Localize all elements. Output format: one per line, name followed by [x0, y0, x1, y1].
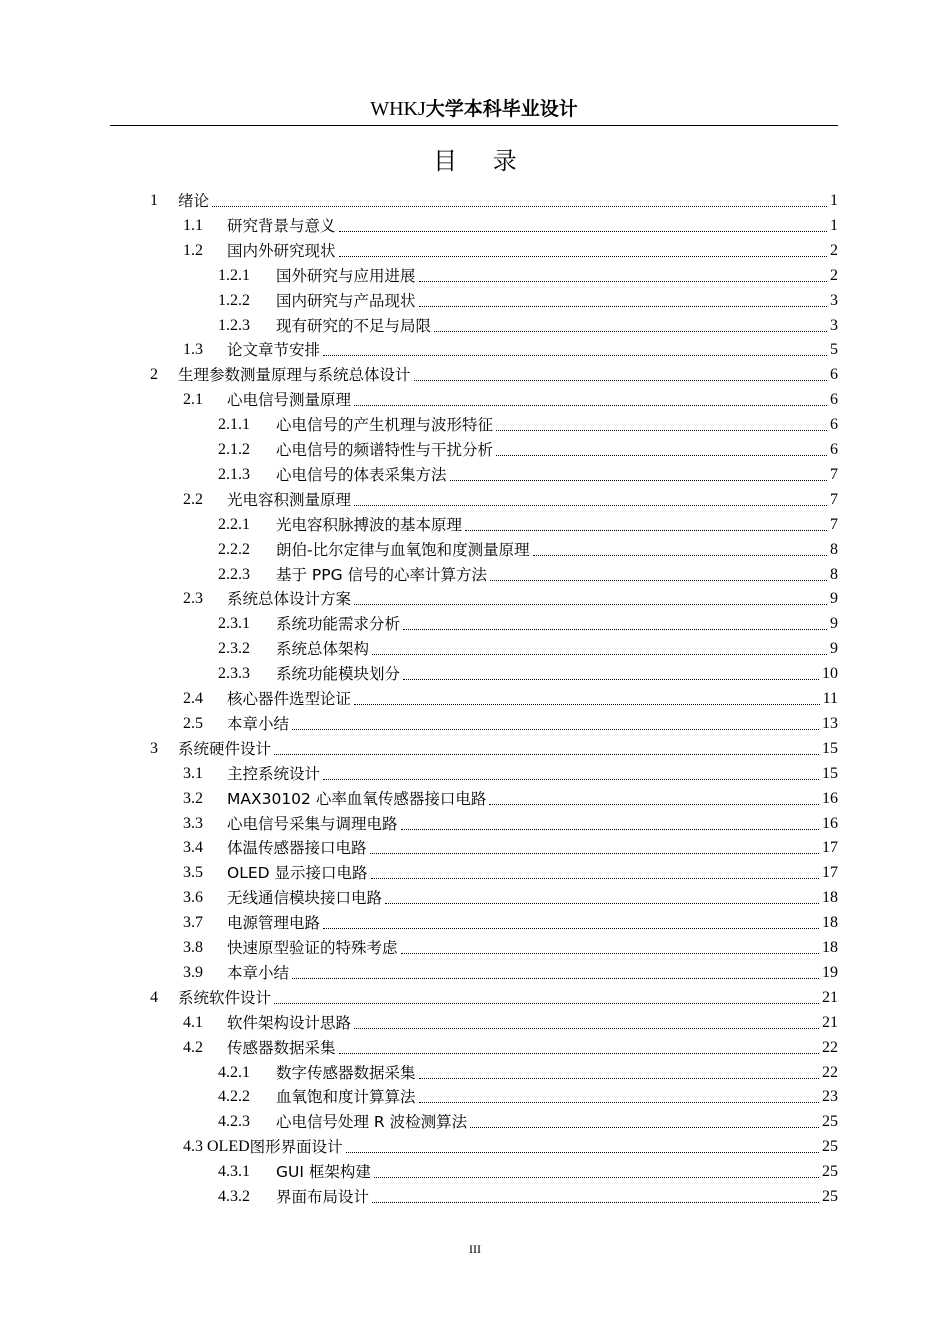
toc-entry-number: 4.3.1 [218, 1163, 250, 1181]
toc-dot-leader [489, 804, 819, 805]
toc-entry-title: 软件架构设计思路 [227, 1013, 352, 1032]
toc-entry-number: 2.2.2 [218, 540, 250, 558]
toc-dot-leader [470, 1127, 819, 1128]
toc-entry-page: 9 [830, 590, 838, 608]
toc-entry-page: 11 [822, 690, 838, 707]
toc-entry-page: 18 [822, 914, 838, 932]
toc-dot-leader [354, 405, 827, 406]
toc-entry[interactable] [183, 958, 838, 983]
toc-entry[interactable] [218, 410, 838, 435]
toc-entry-title: 数字传感器数据采集 [276, 1063, 416, 1082]
toc-entry-title: 生理参数测量原理与系统总体设计 [178, 366, 411, 385]
toc-entry[interactable] [183, 858, 838, 883]
toc-entry[interactable] [218, 1182, 838, 1207]
toc-entry-title: 本章小结 [227, 963, 290, 982]
toc-entry-title: 界面布局设计 [276, 1188, 370, 1206]
toc-entry-number: 3.4 [183, 839, 203, 857]
toc-entry-title: 体温传感器接口电路 [227, 839, 367, 858]
toc-entry-page: 25 [822, 1188, 838, 1205]
toc-entry-number: 2.2.1 [218, 515, 250, 533]
toc-entry-page: 8 [830, 565, 838, 583]
toc-entry-number: 4.3 OLED [183, 1138, 250, 1156]
toc-dot-leader [434, 331, 827, 332]
toc-dot-leader [496, 430, 827, 431]
toc-dot-leader [372, 1202, 819, 1203]
toc-entry-title: 本章小结 [227, 714, 290, 733]
toc-dot-leader [212, 206, 827, 207]
toc-entry-page: 6 [830, 441, 838, 458]
toc-dot-leader [371, 878, 820, 879]
toc-entry-title: 系统总体架构 [276, 640, 370, 659]
toc-dot-leader [339, 231, 827, 232]
toc-entry-title: 心电信号的频谱特性与干扰分析 [276, 441, 494, 459]
toc-entry[interactable] [183, 211, 838, 236]
toc-entry[interactable] [183, 809, 838, 834]
toc-entry[interactable] [183, 784, 838, 809]
toc-entry[interactable] [218, 261, 838, 286]
toc-entry-number: 4.2.1 [218, 1063, 250, 1081]
toc-entry-page: 6 [830, 416, 838, 434]
toc-dot-leader [403, 679, 819, 680]
toc-entry-title: 心电信号采集与调理电路 [227, 814, 398, 833]
toc-dot-leader [401, 829, 819, 830]
toc-entry-page: 25 [822, 1138, 838, 1156]
toc-entry-title: 快速原型验证的特殊考虑 [227, 939, 398, 957]
toc-dot-leader [419, 306, 827, 307]
toc-entry-page: 18 [822, 939, 838, 956]
toc-entry-number: 3.1 [183, 764, 203, 782]
toc-entry-title: 主控系统设计 [227, 764, 321, 783]
toc-entry-title: 核心器件选型论证 [227, 690, 352, 708]
toc-entry-number: 3.5 [183, 864, 203, 882]
toc-entry-page: 25 [822, 1163, 838, 1181]
toc-entry-number: 3 [150, 739, 158, 757]
toc-entry[interactable] [183, 833, 838, 858]
toc-entry-page: 6 [830, 391, 838, 409]
toc-entry[interactable] [150, 186, 838, 211]
toc-entry[interactable] [183, 335, 838, 360]
toc-entry-title: 国内外研究现状 [227, 241, 336, 260]
toc-entry-number: 1.3 [183, 341, 203, 359]
toc-entry[interactable] [218, 659, 838, 684]
toc-title: 目 录 [433, 147, 531, 175]
header-subtitle: 大学本科毕业设计 [425, 98, 578, 120]
toc-entry-page: 25 [822, 1113, 838, 1131]
toc-entry-number: 4.2 [183, 1038, 203, 1056]
toc-entry[interactable] [218, 1157, 838, 1182]
toc-entry-page: 22 [822, 1038, 838, 1056]
toc-entry-number: 4.2.2 [218, 1088, 250, 1106]
toc-entry[interactable] [218, 286, 838, 311]
toc-entry-number: 4.2.3 [218, 1113, 250, 1131]
toc-entry-page: 17 [822, 864, 838, 882]
toc-dot-leader [419, 1078, 819, 1079]
toc-entry-title: 基于 PPG 信号的心率计算方法 [276, 565, 488, 584]
toc-entry-title: GUI 框架构建 [276, 1163, 371, 1182]
toc-dot-leader [419, 281, 827, 282]
toc-entry-page: 5 [830, 341, 838, 359]
header-divider [110, 125, 838, 126]
toc-entry-page: 3 [830, 291, 838, 309]
toc-entry-number: 2.2 [183, 490, 203, 508]
toc-entry-page: 6 [830, 366, 838, 384]
toc-entry[interactable] [183, 1008, 838, 1033]
toc-entry-page: 7 [830, 465, 838, 483]
toc-entry-number: 2.1.3 [218, 465, 250, 483]
toc-entry[interactable] [218, 609, 838, 634]
toc-dot-leader [354, 505, 827, 506]
toc-entry-number: 3.9 [183, 963, 203, 981]
page-number-footer: III [469, 1242, 481, 1256]
toc-entry-page: 17 [822, 839, 838, 857]
toc-dot-leader [323, 355, 827, 356]
toc-entry-number: 2.3.1 [218, 615, 250, 633]
toc-entry-number: 3.2 [183, 789, 203, 807]
toc-entry-number: 3.8 [183, 939, 203, 956]
toc-entry-number: 3.7 [183, 914, 203, 932]
toc-entry-title: 传感器数据采集 [227, 1038, 336, 1057]
toc-dot-leader [354, 1028, 819, 1029]
toc-entry[interactable] [218, 1107, 838, 1132]
toc-entry[interactable] [183, 236, 838, 261]
toc-entry-number: 3.6 [183, 889, 203, 907]
toc-dot-leader [354, 604, 827, 605]
toc-dot-leader [292, 729, 819, 730]
toc-entry-number: 2.1 [183, 391, 203, 409]
toc-entry-number: 2.3.2 [218, 640, 250, 658]
toc-entry-page: 8 [830, 540, 838, 558]
toc-entry-number: 1.1 [183, 216, 203, 234]
toc-entry[interactable] [150, 734, 838, 759]
toc-entry-page: 2 [830, 266, 838, 284]
toc-entry-number: 2.5 [183, 714, 203, 732]
toc-entry-page: 21 [822, 1013, 838, 1031]
toc-dot-leader [496, 455, 827, 456]
toc-entry[interactable] [183, 1033, 838, 1058]
toc-entry[interactable] [150, 360, 838, 385]
toc-entry[interactable] [183, 709, 838, 734]
toc-entry-page: 3 [830, 316, 838, 334]
toc-dot-leader [419, 1102, 819, 1103]
toc-entry[interactable] [183, 1132, 838, 1157]
toc-entry-page: 15 [822, 764, 838, 782]
toc-entry-page: 23 [822, 1088, 838, 1106]
toc-entry[interactable] [218, 535, 838, 560]
toc-entry-title: 图形界面设计 [249, 1138, 343, 1157]
toc-dot-leader [346, 1152, 819, 1153]
toc-dot-leader [339, 1053, 819, 1054]
toc-entry[interactable] [218, 1082, 838, 1107]
toc-entry[interactable] [183, 933, 838, 958]
toc-entry[interactable] [183, 908, 838, 933]
toc-entry-title: 心电信号处理 R 波检测算法 [276, 1113, 468, 1132]
toc-entry-title: 国外研究与应用进展 [276, 266, 416, 285]
toc-entry[interactable] [183, 584, 838, 609]
toc-entry-title: 现有研究的不足与局限 [276, 316, 432, 335]
toc-dot-leader [292, 978, 819, 979]
toc-entry-page: 7 [830, 515, 838, 533]
toc-dot-leader [372, 654, 827, 655]
toc-entry-title: 无线通信模块接口电路 [227, 889, 383, 908]
toc-dot-leader [339, 256, 827, 257]
toc-entry-title: 研究背景与意义 [227, 216, 336, 235]
toc-entry-title: 心电信号测量原理 [227, 391, 352, 410]
toc-entry[interactable] [183, 684, 838, 709]
toc-entry-number: 1.2 [183, 241, 203, 259]
toc-entry-title: 朗伯-比尔定律与血氧饱和度测量原理 [276, 540, 530, 559]
toc-entry-page: 16 [822, 789, 838, 807]
toc-entry[interactable] [150, 983, 838, 1008]
toc-entry-number: 1.2.2 [218, 291, 250, 309]
toc-entry-title: 系统软件设计 [178, 988, 272, 1007]
toc-entry-number: 4 [150, 988, 158, 1006]
toc-entry-number: 1.2.3 [218, 316, 250, 334]
toc-entry-page: 21 [822, 988, 838, 1006]
toc-entry-number: 2.3 [183, 590, 203, 608]
toc-entry-page: 9 [830, 640, 838, 658]
toc-entry[interactable] [183, 385, 838, 410]
toc-entry-number: 2.1.1 [218, 416, 250, 434]
toc-entry-page: 13 [822, 714, 838, 732]
toc-dot-leader [385, 903, 819, 904]
toc-entry[interactable] [218, 634, 838, 659]
toc-entry-number: 2.4 [183, 690, 203, 707]
toc-dot-leader [414, 380, 827, 381]
toc-entry[interactable] [218, 435, 838, 460]
toc-entry-title: 心电信号的产生机理与波形特征 [276, 416, 494, 435]
toc-dot-leader [323, 779, 819, 780]
toc-entry-page: 15 [822, 739, 838, 757]
toc-dot-leader [403, 629, 827, 630]
toc-entry-number: 4.3.2 [218, 1188, 250, 1205]
toc-entry-page: 2 [830, 241, 838, 259]
toc-entry-page: 16 [822, 814, 838, 832]
toc-entry-number: 2.3.3 [218, 665, 250, 683]
toc-entry-number: 1.2.1 [218, 266, 250, 284]
toc-entry-page: 7 [830, 490, 838, 508]
toc-dot-leader [354, 704, 820, 705]
toc-entry[interactable] [218, 560, 838, 585]
toc-entry-number: 1 [150, 192, 158, 209]
toc-entry-title: 国内研究与产品现状 [276, 291, 416, 310]
header-school: WHKJ [370, 98, 426, 120]
toc-entry-page: 1 [830, 192, 838, 209]
toc-entry[interactable] [218, 510, 838, 535]
toc-entry[interactable] [183, 883, 838, 908]
toc-dot-leader [401, 953, 819, 954]
toc-entry-title: 光电容积脉搏波的基本原理 [276, 515, 463, 534]
toc-dot-leader [533, 555, 827, 556]
toc-entry[interactable] [218, 1058, 838, 1083]
toc-entry[interactable] [183, 485, 838, 510]
toc-dot-leader [374, 1177, 819, 1178]
toc-entry-page: 1 [830, 216, 838, 234]
toc-entry-page: 9 [830, 615, 838, 633]
toc-entry-page: 19 [822, 963, 838, 981]
toc-entry-number: 2.1.2 [218, 441, 250, 458]
toc-entry-title: 系统功能模块划分 [276, 665, 401, 684]
toc-entry-number: 2 [150, 366, 158, 384]
toc-dot-leader [465, 530, 827, 531]
toc-entry-number: 4.1 [183, 1013, 203, 1031]
toc-entry-title: 系统功能需求分析 [276, 615, 401, 634]
toc-entry-title: 论文章节安排 [227, 341, 321, 360]
toc-entry-page: 10 [822, 665, 838, 683]
toc-entry-title: 光电容积测量原理 [227, 490, 352, 509]
toc-dot-leader [323, 928, 819, 929]
toc-entry-title: OLED 显示接口电路 [227, 864, 368, 883]
toc-dot-leader [450, 480, 827, 481]
toc-entry[interactable] [218, 311, 838, 336]
toc-entry-number: 3.3 [183, 814, 203, 832]
toc-entry-number: 2.2.3 [218, 565, 250, 583]
toc-dot-leader [274, 1003, 819, 1004]
toc-entry-title: 血氧饱和度计算算法 [276, 1088, 416, 1107]
toc-entry-title: 系统硬件设计 [178, 739, 272, 758]
toc-entry-title: 系统总体设计方案 [227, 590, 352, 609]
toc-entry-title: 心电信号的体表采集方法 [276, 465, 447, 484]
toc-entry-page: 18 [822, 889, 838, 907]
toc-dot-leader [370, 853, 819, 854]
toc-entry-page: 22 [822, 1063, 838, 1081]
toc-dot-leader [274, 754, 819, 755]
toc-entry-title: 绪论 [178, 192, 210, 210]
toc-entry[interactable] [218, 460, 838, 485]
toc-entry-title: MAX30102 心率血氧传感器接口电路 [227, 789, 487, 808]
toc-dot-leader [490, 580, 827, 581]
toc-entry[interactable] [183, 759, 838, 784]
toc-entry-title: 电源管理电路 [227, 914, 321, 933]
page-header [110, 93, 838, 123]
